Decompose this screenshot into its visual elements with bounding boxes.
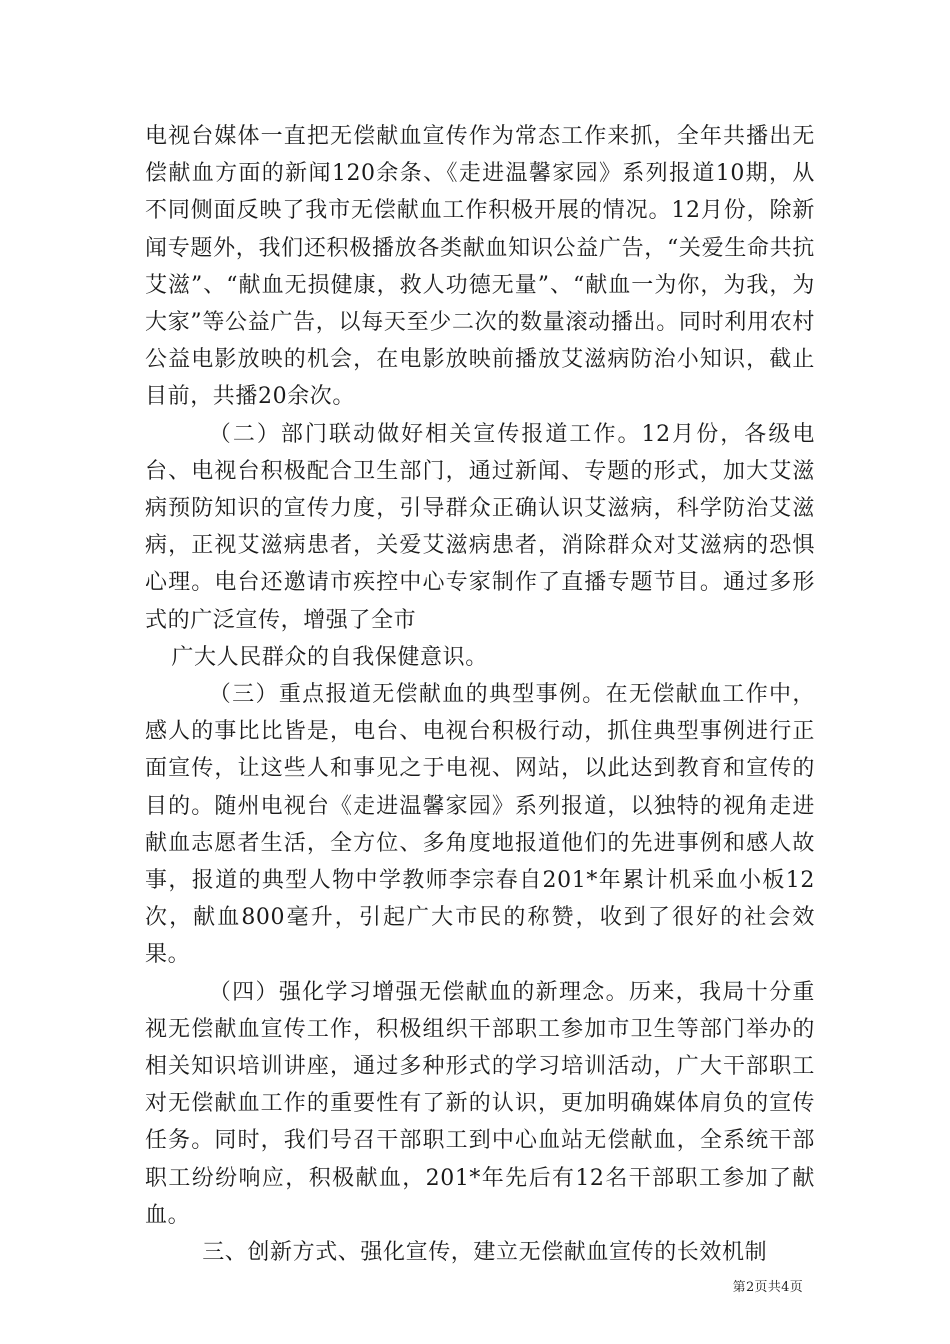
paragraph-tv-media: 电视台媒体一直把无偿献血宣传作为常态工作来抓，全年共播出无偿献血方面的新闻120余条、《走进温馨家园》系列报道10期，从不同侧面反映了我市无偿献血工作积极开展的情况。12月份，除新闻专题外，我们还积极播放各类献血知识公益广告，“关爱生命共抗艾滋”、“献血无损健康，救人功德无量”、“献血一为你，为我，为大家”等公益广告，以每天至少二次的数量滚动播出。同时利用农村公益电影放映的机会，在电影放映前播放艾滋病防治小知识，截止目前，共播20余次。 <box>145 124 815 410</box>
paragraph-section-four: （四）强化学习增强无偿献血的新理念。历来，我局十分重视无偿献血宣传工作，积极组织干部职工参加市卫生等部门举办的相关知识培训讲座，通过多种形式的学习培训活动，广大干部职工对无偿献血工作的重要性有了新的认识，更加明确媒体肩负的宣传任务。同时，我们号召干部职工到中心血站无偿献血，全系统干部职工纷纷响应，积极献血，201*年先后有12名干部职工参加了献血。 <box>145 979 815 1228</box>
paragraph-section-two-continued: 广大人民群众的自我保健意识。 <box>171 644 488 670</box>
page-number-footer: 第2页共4页 <box>732 1280 803 1295</box>
paragraph-section-two: （二）部门联动做好相关宣传报道工作。12月份，各级电台、电视台积极配合卫生部门，通过新闻、专题的形式，加大艾滋病预防知识的宣传力度，引导群众正确认识艾滋病，科学防治艾滋病，正视艾滋病患者，关爱艾滋病患者，消除群众对艾滋病的恐惧心理。电台还邀请市疾控中心专家制作了直播专题节目。通过多形式的广泛宣传，增强了全市 <box>145 421 815 633</box>
section-heading-three: 三、创新方式、强化宣传，建立无偿献血宣传的长效机制 <box>202 1240 768 1266</box>
paragraph-section-three: （三）重点报道无偿献血的典型事例。在无偿献血工作中，感人的事比比皆是，电台、电视台积极行动，抓住典型事例进行正面宣传，让这些人和事见之于电视、网站，以此达到教育和宣传的目的。随州电视台《走进温馨家园》系列报道，以独特的视角走进献血志愿者生活，全方位、多角度地报道他们的先进事例和感人故事，报道的典型人物中学教师李宗春自201*年累计机采血小板12次，献血800毫升，引起广大市民的称赞，收到了很好的社会效果。 <box>145 682 815 968</box>
document-body <box>145 118 815 1271</box>
